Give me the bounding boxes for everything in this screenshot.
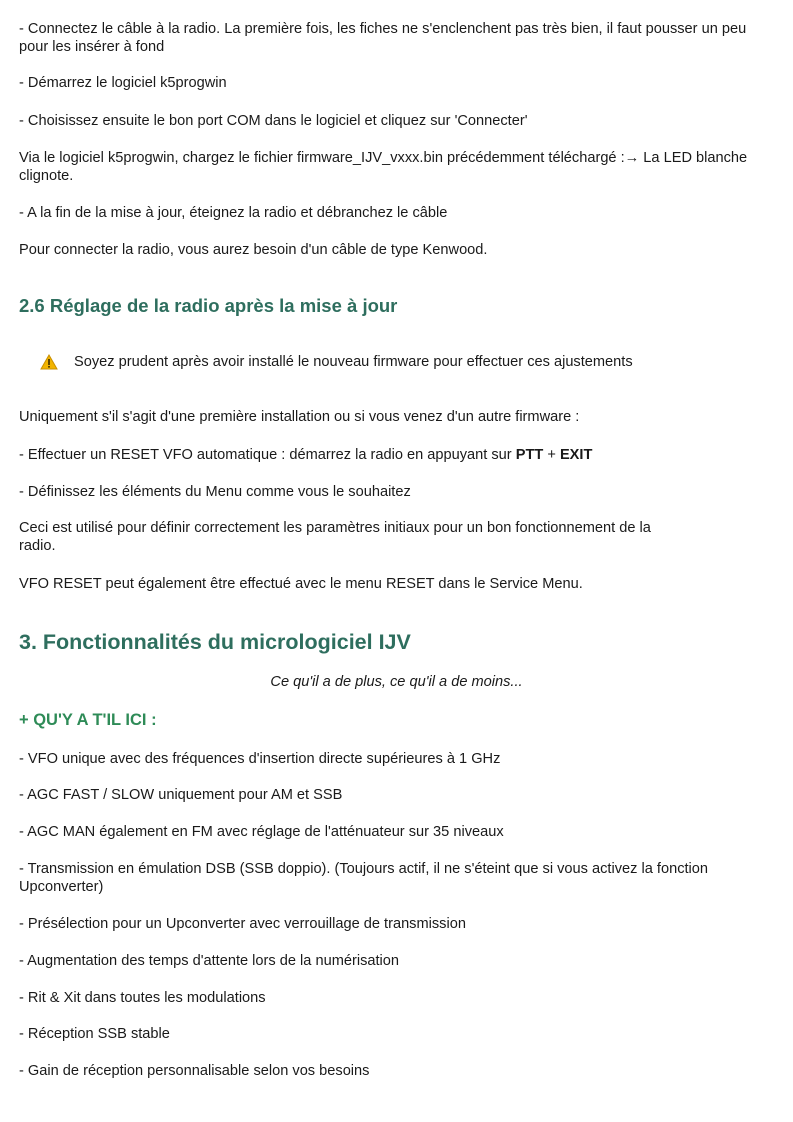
instruction-connect-cable: - Connectez le câble à la radio. La première fois, les fiches ne s'enclenchent pas très bien, il faut pousser un peu pour les insérer à fond xyxy=(19,21,747,55)
reset-vfo-text: - Effectuer un RESET VFO automatique : démarrez la radio en appuyant sur xyxy=(19,447,516,463)
feature-item: - Présélection pour un Upconverter avec verrouillage de transmission xyxy=(19,916,466,932)
feature-item: - Transmission en émulation DSB (SSB doppio). (Toujours actif, il ne s'éteint que si vous activez la fonction Upconverter) xyxy=(19,861,709,895)
feature-item: - Augmentation des temps d'attente lors de la numérisation xyxy=(19,953,400,969)
instruction-end-update: - A la fin de la mise à jour, éteignez la radio et débranchez le câble xyxy=(19,205,448,221)
feature-item: - AGC MAN également en FM avec réglage de l'atténuateur sur 35 niveaux xyxy=(19,824,504,840)
section-heading-2-6: 2.6 Réglage de la radio après la mise à jour xyxy=(19,295,398,316)
key-exit: EXIT xyxy=(559,447,593,463)
warning-text: Soyez prudent après avoir installé le nouveau firmware pour effectuer ces ajustements xyxy=(74,354,633,370)
warning-triangle-icon xyxy=(40,354,58,370)
warning-note xyxy=(40,353,633,371)
section-subtitle: Ce qu'il a de plus, ce qu'il a de moins... xyxy=(270,674,523,690)
instruction-define-menu: - Définissez les éléments du Menu comme vous le souhaitez xyxy=(19,484,411,500)
feature-item: - Gain de réception personnalisable selon vos besoins xyxy=(19,1063,370,1079)
key-plus: + xyxy=(543,447,560,463)
condition-first-install: Uniquement s'il s'agit d'une première installation ou si vous venez d'un autre firmware : xyxy=(19,409,580,425)
instruction-cable-type: Pour connecter la radio, vous aurez besoin d'un câble de type Kenwood. xyxy=(19,242,488,258)
instruction-choose-port: - Choisissez ensuite le bon port COM dans le logiciel et cliquez sur 'Connecter' xyxy=(19,113,528,129)
plus-heading: + QU'Y A T'IL ICI : xyxy=(19,711,157,729)
note-vfo-reset-menu: VFO RESET peut également être effectué avec le menu RESET dans le Service Menu. xyxy=(19,576,583,592)
feature-item: - AGC FAST / SLOW uniquement pour AM et SSB xyxy=(19,787,343,803)
feature-item: - Rit & Xit dans toutes les modulations xyxy=(19,990,266,1006)
key-ptt: PTT xyxy=(515,447,544,463)
instruction-start-software: - Démarrez le logiciel k5progwin xyxy=(19,75,227,91)
feature-item: - VFO unique avec des fréquences d'insertion directe supérieures à 1 GHz xyxy=(19,751,501,767)
instruction-reset-vfo xyxy=(19,446,769,464)
section-heading-3: 3. Fonctionnalités du micrologiciel IJV xyxy=(19,630,411,654)
explanation-initial-params: Ceci est utilisé pour définir correctement les paramètres initiaux pour un bon fonctionnement de la radio. xyxy=(19,520,651,554)
feature-item: - Réception SSB stable xyxy=(19,1026,170,1042)
instruction-load-firmware: Via le logiciel k5progwin, chargez le fichier firmware_IJV_vxxx.bin précédemment téléchargé :→ La LED blanche clignote. xyxy=(19,150,748,184)
